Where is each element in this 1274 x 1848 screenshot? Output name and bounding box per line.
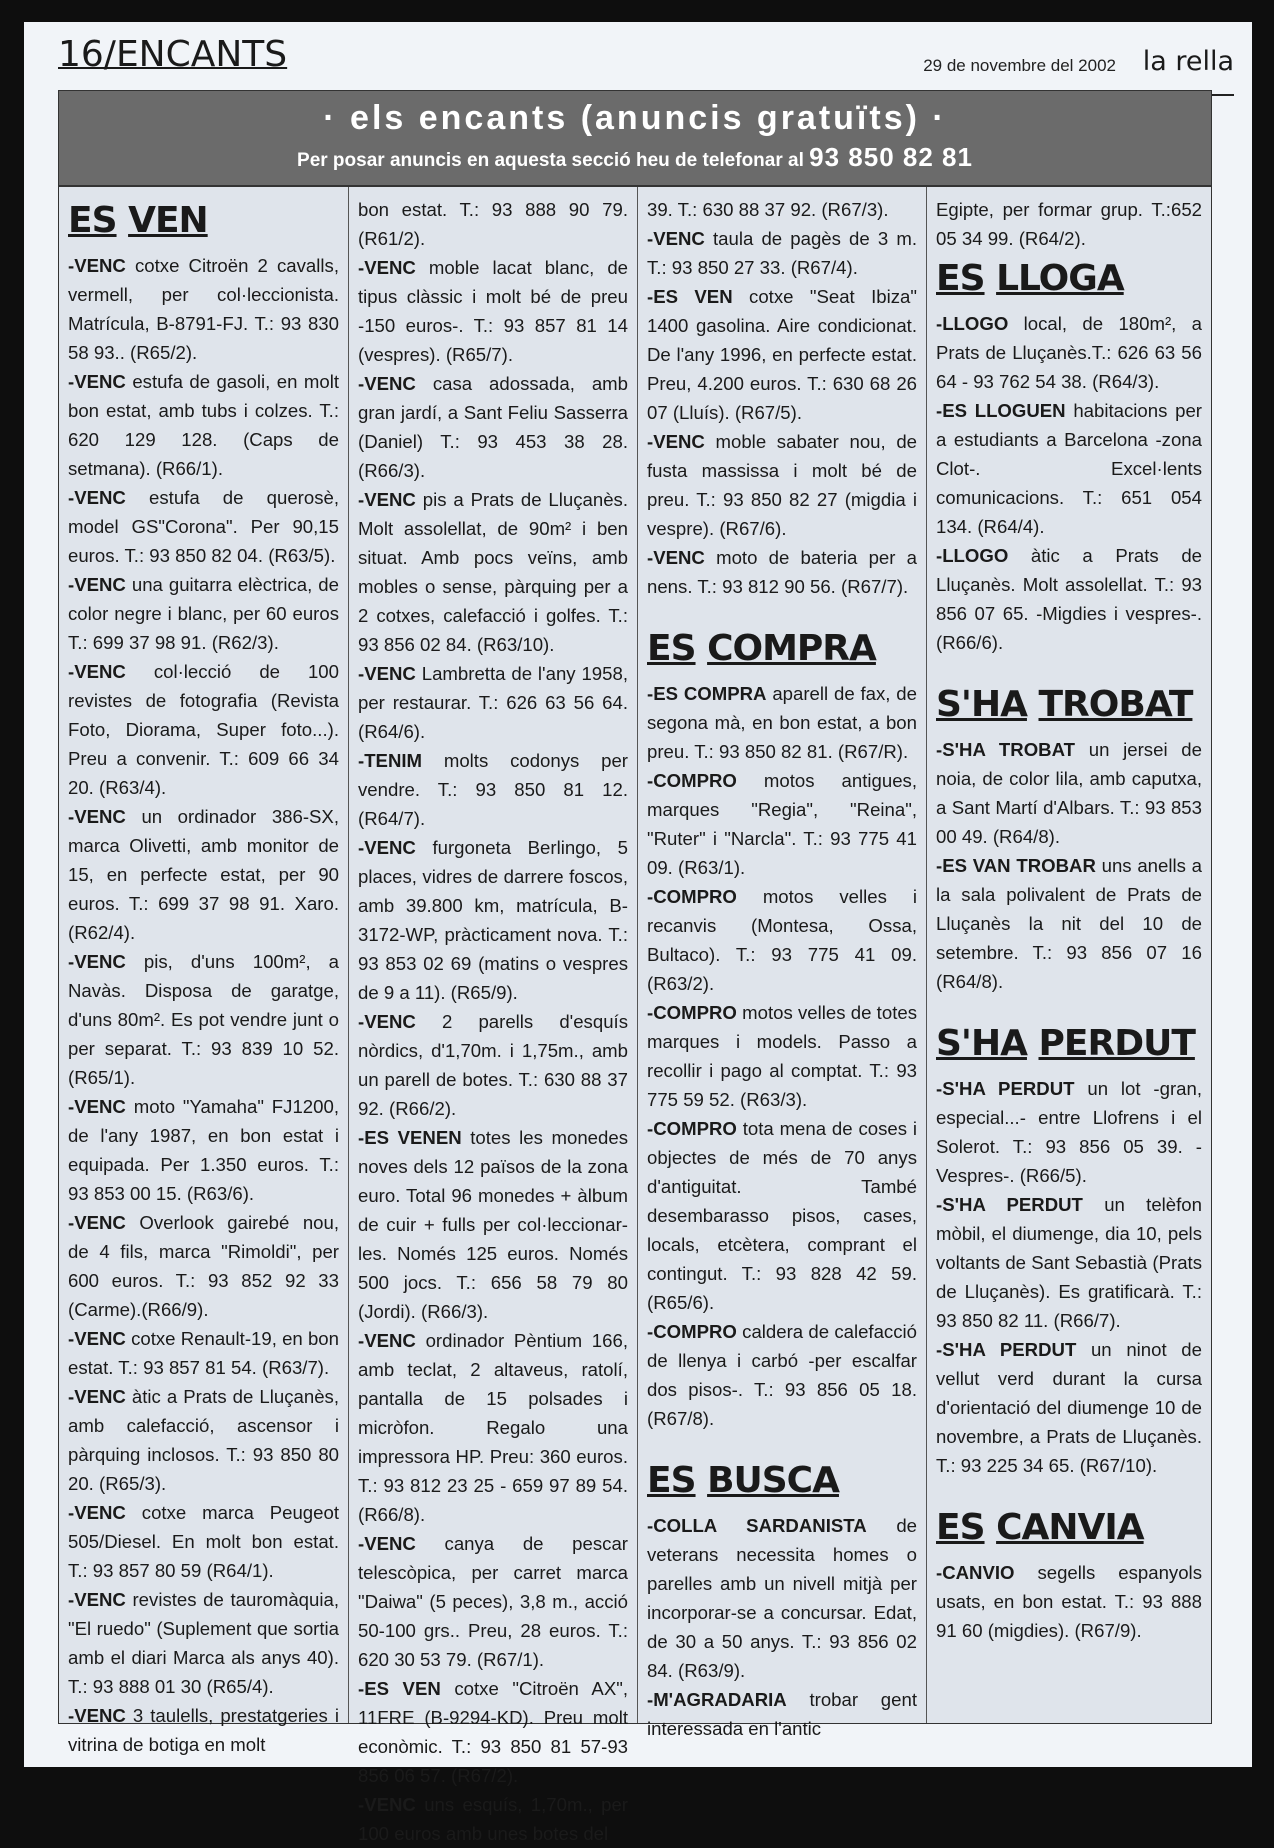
ad-keyword: -VENC (358, 837, 416, 858)
ad-keyword: -VENC (647, 431, 705, 452)
ad-keyword: -VENC (68, 951, 126, 972)
ad-text: un lot -gran, especial...- entre Llofrens i el Solerot. T.: 93 856 05 39. - Vespres-. (R66/5). (936, 1078, 1202, 1186)
section-heading (936, 1022, 1202, 1066)
ad-text: motos velles i recanvis (Montesa, Ossa, Bultaco). T.: 93 775 41 09.(R63/2). (647, 886, 917, 994)
ad-keyword: -ES VEN (358, 1678, 441, 1699)
ad-text: 39. T.: 630 88 37 92. (R67/3). (647, 199, 889, 220)
ad-keyword: -VENC (358, 1011, 416, 1032)
classified-ad (68, 483, 339, 570)
section-heading (647, 627, 917, 671)
classified-ad (358, 659, 628, 746)
section-heading (647, 1459, 917, 1503)
banner-phone: 93 850 82 81 (809, 142, 973, 172)
classified-ad (68, 1498, 339, 1585)
classified-ad (647, 1317, 917, 1433)
ad-keyword: -VENC (68, 1589, 126, 1610)
classified-ad (68, 1701, 339, 1759)
classified-ad (936, 396, 1202, 541)
ad-text: Overlook gairebé nou, de 4 fils, marca "Rimoldi", per 600 euros. T.: 93 852 92 33 (Carme).(R66/9). (68, 1212, 340, 1320)
ad-text: molts codonys per vendre. T.: 93 850 81 12. (R64/7). (358, 750, 628, 829)
section-title-text: 16/ENCANTS (58, 34, 288, 75)
classified-ad (358, 369, 628, 485)
classified-ad (68, 1324, 339, 1382)
classified-ad (68, 1092, 339, 1208)
banner-subtitle (59, 142, 1211, 173)
heading-word: ES (936, 1507, 985, 1548)
classified-ad (647, 282, 917, 427)
section-heading (936, 257, 1202, 301)
ad-keyword: -VENC (68, 1212, 126, 1233)
classifieds-body (58, 186, 1212, 1844)
ad-keyword: -VENC (68, 574, 126, 595)
classified-ad (68, 657, 339, 802)
ad-keyword: -VENC (68, 1386, 126, 1407)
classified-ad (647, 882, 917, 998)
ad-text: cotxe Citroën 2 cavalls, vermell, per col·leccionista. Matrícula, B-8791-FJ. T.: 93 830 58 93.. (R65/2). (68, 255, 339, 363)
ad-text: habitacions per a estudiants a Barcelona -zona Clot-. Excel·lents comunicacions. T.: 651 054 134. (R64/4). (936, 400, 1203, 537)
ad-keyword: -VENC (358, 1330, 416, 1351)
ad-text: 3 taulells, prestatgeries i vitrina de botiga en molt (68, 1705, 339, 1755)
publication-name: la rella (1142, 46, 1234, 77)
ad-text: segells espanyols usats, en bon estat. T.: 93 888 91 60 (migdies). (R67/9). (936, 1562, 1202, 1641)
classified-ad (647, 1114, 917, 1317)
classified-ad (68, 570, 339, 657)
section-title (58, 34, 287, 75)
ad-text: revistes de tauromàquia, "El ruedo" (Suplement que sortia amb el diari Marca als anys 40). T.: 93 888 01 30 (R65/4). (68, 1589, 339, 1697)
ad-keyword: -VENC (358, 257, 416, 278)
ad-text: Lambretta de l'any 1958, per restaurar. T.: 626 63 56 64. (R64/6). (358, 663, 628, 742)
column-4 (926, 187, 1211, 1723)
classified-ad (68, 251, 339, 367)
section-spacer (936, 996, 1202, 1018)
ad-text: moto de bateria per a nens. T.: 93 812 90 56. (R67/7). (647, 547, 918, 597)
section-heading (936, 683, 1202, 727)
ad-keyword: -COMPRO (647, 886, 737, 907)
ad-text: ordinador Pèntium 166, amb teclat, 2 altaveus, ratolí, pantalla de 15 polsades i micròfon. Regalo una impressora HP. Preu: 360 euros. T.: 93 812 23 25 - 659 97 89 54. (R66/8). (358, 1330, 628, 1525)
heading-word: CANVIA (996, 1507, 1144, 1548)
classified-ad (68, 947, 339, 1092)
ad-text: un jersei de noia, de color lila, amb caputxa, a Sant Martí d'Albars. T.: 93 853 00 49. (R64/8). (936, 739, 1202, 847)
ad-keyword: -S'HA PERDUT (936, 1339, 1077, 1360)
ad-text: cotxe marca Peugeot 505/Diesel. En molt bon estat. T.: 93 857 80 59 (R64/1). (68, 1502, 339, 1581)
heading-word: S'HA (936, 684, 1027, 725)
ad-keyword: -ES VENEN (358, 1127, 462, 1148)
ad-keyword: -VENC (358, 1533, 416, 1554)
heading-word: ES (68, 200, 117, 241)
ad-keyword: -VENC (68, 1096, 126, 1117)
ad-text: moble lacat blanc, de tipus clàssic i molt bé de preu -150 euros-. T.: 93 857 81 14 (vespres). (R65/7). (358, 257, 628, 365)
ad-keyword: -COMPRO (647, 1002, 737, 1023)
ad-text: Egipte, per formar grup. T.:652 05 34 99. (R64/2). (936, 199, 1202, 249)
ad-text: cotxe "Seat Ibiza" 1400 gasolina. Aire condicionat. De l'any 1996, en perfecte estat. Preu, 4.200 euros. T.: 630 68 26 07 (Lluís). (R67/5). (647, 286, 917, 423)
ad-text: tota mena de coses i objectes de més de 70 anys d'antiguitat. També desembarasso pisos, cases, locals, etcètera, comprant el contingut. T.: 93 828 42 59. (R65/6). (647, 1118, 917, 1313)
classified-ad (68, 367, 339, 483)
classified-ad (358, 1790, 628, 1848)
ad-text: pis, d'uns 100m², a Navàs. Disposa de garatge, d'uns 80m². Es pot vendre junt o per separat. T.: 93 839 10 52. (R65/1). (68, 951, 339, 1088)
column-2 (348, 187, 637, 1844)
ad-text: canya de pescar telescòpica, per carret marca "Daiwa" (5 peces), 3,8 m., acció 50-100 grs.. Preu, 28 euros. T.: 620 30 53 79. (R67/1). (358, 1533, 628, 1670)
heading-word: ES (647, 1460, 696, 1501)
ad-keyword: -COLLA SARDANISTA (647, 1515, 867, 1536)
classified-ad (936, 541, 1202, 657)
classified-ad (358, 1674, 628, 1790)
section-spacer (647, 1433, 917, 1455)
classified-ad (358, 1529, 628, 1674)
ad-keyword: -LLOGO (936, 313, 1009, 334)
heading-word: LLOGA (996, 258, 1124, 299)
classified-ad (936, 735, 1202, 851)
ad-text: un ninot de vellut verd durant la cursa d'orientació del diumenge 10 de novembre, a Prats de Lluçanès. T.: 93 225 34 65. (R67/10). (936, 1339, 1202, 1476)
ad-text: totes les monedes noves dels 12 països de la zona euro. Total 96 monedes + àlbum de cuir + fulls per col·leccionar-les. Només 125 euros. Només 500 jocs. T.: 656 58 79 80 (Jordi). (R66/3). (358, 1127, 628, 1322)
column-1 (59, 187, 348, 1755)
ad-keyword: -S'HA PERDUT (936, 1078, 1075, 1099)
section-spacer (936, 1480, 1202, 1502)
heading-word: TROBAT (1038, 684, 1193, 725)
ad-keyword: -VENC (358, 373, 416, 394)
banner-subtitle-text: Per posar anuncis en aquesta secció heu de telefonar al (297, 150, 804, 171)
section-spacer (647, 601, 917, 623)
classified-ad (647, 224, 917, 282)
classified-ad (936, 1074, 1202, 1190)
ad-keyword: -CANVIO (936, 1562, 1015, 1583)
ad-keyword: -VENC (68, 1705, 126, 1726)
ad-text: una guitarra elèctrica, de color negre i blanc, per 60 euros T.: 699 37 98 91. (R62/3). (68, 574, 339, 653)
ad-keyword: -ES VAN TROBAR (936, 855, 1096, 876)
ad-keyword: -VENC (358, 1794, 416, 1815)
classified-ad (358, 1326, 628, 1529)
ad-keyword: -VENC (68, 806, 126, 827)
heading-word: VEN (128, 200, 208, 241)
classified-ad (358, 253, 628, 369)
ad-keyword: -VENC (68, 1502, 126, 1523)
ad-keyword: -COMPRO (647, 770, 737, 791)
classified-ad (936, 1558, 1202, 1645)
classified-ad (647, 195, 917, 224)
heading-word: ES (936, 258, 985, 299)
classified-ad (647, 998, 917, 1114)
ad-text: àtic a Prats de Lluçanès. Molt assolellat. T.: 93 856 07 65. -Migdies i vespres-. (R66/6). (936, 545, 1202, 653)
ad-text: furgoneta Berlingo, 5 places, vidres de darrere foscos, amb 39.800 km, matrícula, B-3172-WP, pràcticament nova. T.: 93 853 02 69 (matins o vespres de 9 a 11). (R65/9). (358, 837, 628, 1003)
heading-word: ES (647, 628, 696, 669)
classified-ad (358, 833, 628, 1007)
classified-ad (936, 851, 1202, 996)
ad-keyword: -COMPRO (647, 1321, 737, 1342)
ad-text: àtic a Prats de Lluçanès, amb calefacció, ascensor i pàrquing inclosos. T.: 93 850 80 20. (R65/3). (68, 1386, 339, 1494)
classified-ad (68, 802, 339, 947)
ad-keyword: -ES VEN (647, 286, 733, 307)
ad-keyword: -TENIM (358, 750, 423, 771)
ad-text: cotxe Renault-19, en bon estat. T.: 93 857 81 54. (R63/7). (68, 1328, 339, 1378)
classifieds-banner (58, 90, 1212, 186)
ad-keyword: -VENC (68, 661, 126, 682)
classified-ad (647, 543, 917, 601)
classified-ad (936, 1335, 1202, 1480)
ad-text: cotxe "Citroën AX", 11FRE (B-9294-KD). Preu molt econòmic. T.: 93 850 81 57-93 856 06 57. (R67/2). (358, 1678, 628, 1786)
classified-ad (936, 309, 1202, 396)
publication-date: 29 de novembre del 2002 (923, 56, 1116, 75)
banner-title: · els encants (anuncis gratuïts) · (323, 99, 947, 137)
classified-ad (68, 1382, 339, 1498)
classified-ad (358, 485, 628, 659)
classified-ad (68, 1585, 339, 1701)
classified-ad (936, 195, 1202, 253)
ad-keyword: -S'HA PERDUT (936, 1194, 1083, 1215)
classified-ad (358, 1123, 628, 1326)
heading-word: BUSCA (707, 1460, 839, 1501)
ad-text: casa adossada, amb gran jardí, a Sant Feliu Sasserra (Daniel) T.: 93 453 38 28. (R66/3). (358, 373, 628, 481)
ad-text: de veterans necessita homes o parelles amb un nivell mitjà per incorporar-se a concursar. Edat, de 30 a 50 anys. T.: 93 856 02 84. (R63/9). (647, 1515, 918, 1681)
classified-ad (647, 679, 917, 766)
ad-keyword: -VENC (358, 663, 416, 684)
ad-keyword: -M'AGRADARIA (647, 1689, 787, 1710)
ad-keyword: -VENC (647, 547, 705, 568)
page-header (58, 32, 1234, 96)
ad-text: moble sabater nou, de fusta massissa i molt bé de preu. T.: 93 850 82 27 (migdia i vespre). (R67/6). (647, 431, 917, 539)
classified-ad (936, 1190, 1202, 1335)
ad-keyword: -COMPRO (647, 1118, 737, 1139)
ad-keyword: -S'HA TROBAT (936, 739, 1075, 760)
ad-text: moto "Yamaha" FJ1200, de l'any 1987, en bon estat i equipada. Per 1.350 euros. T.: 93 853 00 15. (R63/6). (68, 1096, 339, 1204)
ad-keyword: -VENC (68, 487, 126, 508)
heading-word: COMPRA (707, 628, 876, 669)
classified-ad (647, 427, 917, 543)
ad-keyword: -LLOGO (936, 545, 1009, 566)
ad-keyword: -VENC (68, 1328, 126, 1349)
ad-keyword: -ES LLOGUEN (936, 400, 1066, 421)
heading-word: PERDUT (1038, 1023, 1195, 1064)
ad-text: col·lecció de 100 revistes de fotografia (Revista Foto, Diorama, Super foto...). Preu a convenir. T.: 609 66 34 20. (R63/4). (68, 661, 339, 798)
classified-ad (647, 1685, 917, 1743)
ad-text: 2 parells d'esquís nòrdics, d'1,70m. i 1,75m., amb un parell de botes. T.: 630 88 37 92. (R66/2). (358, 1011, 628, 1119)
ad-keyword: -VENC (68, 255, 126, 276)
classified-ad (358, 1007, 628, 1123)
ad-text: estufa de querosè, model GS"Corona". Per 90,15 euros. T.: 93 850 82 04. (R63/5). (68, 487, 339, 566)
ad-text: local, de 180m², a Prats de Lluçanès.T.: 626 63 56 64 - 93 762 54 38. (R64/3). (936, 313, 1203, 392)
classified-ad (358, 746, 628, 833)
ad-text: bon estat. T.: 93 888 90 79. (R61/2). (358, 199, 628, 249)
ad-text: pis a Prats de Lluçanès. Molt assolellat, de 90m² i ben situat. Amb pocs veïns, amb mobles o sense, pàrquing per a 2 cotxes, calefacció i golfes. T.: 93 856 02 84. (R63/10). (358, 489, 628, 655)
ad-text: estufa de gasoli, en molt bon estat, amb tubs i colzes. T.: 620 129 128. (Caps de setmana). (R66/1). (68, 371, 339, 479)
section-spacer (936, 657, 1202, 679)
ad-text: un ordinador 386-SX, marca Olivetti, amb monitor de 15, en perfecte estat, per 90 euros. T.: 699 37 98 91. Xaro. (R62/4). (68, 806, 339, 943)
ad-keyword: -VENC (647, 228, 705, 249)
column-3 (637, 187, 926, 1739)
ad-text: uns anells a la sala polivalent de Prats de Lluçanès la nit del 10 de setembre. T.: 93 856 07 16 (R64/8). (936, 855, 1202, 992)
ad-text: trobar gent interessada en l'antic (647, 1689, 917, 1739)
classified-ad (647, 766, 917, 882)
ad-text: motos antigues, marques "Regia", "Reina", "Ruter" i "Narcla". T.: 93 775 41 09. (R63/1). (647, 770, 917, 878)
ad-text: taula de pagès de 3 m. T.: 93 850 27 33. (R67/4). (647, 228, 918, 278)
section-heading (936, 1506, 1202, 1550)
classified-ad (68, 1208, 339, 1324)
heading-word: S'HA (936, 1023, 1027, 1064)
ad-text: caldera de calefacció de llenya i carbó -per escalfar dos pisos-. T.: 93 856 05 18. (R67/8). (647, 1321, 917, 1429)
ad-text: aparell de fax, de segona mà, en bon estat, a bon preu. T.: 93 850 82 81. (R67/R). (647, 683, 917, 762)
ad-keyword: -VENC (68, 371, 126, 392)
section-heading (68, 199, 339, 243)
ad-keyword: -ES COMPRA (647, 683, 767, 704)
ad-text: motos velles de totes marques i models. Passo a recollir i pago al comptat. T.: 93 775 59 52. (R63/3). (647, 1002, 917, 1110)
ad-keyword: -VENC (358, 489, 416, 510)
newspaper-page (24, 22, 1252, 1844)
ad-text: un telèfon mòbil, el diumenge, dia 10, pels voltants de Sant Sebastià (Prats de Lluçanès). Es gratificarà. T.: 93 850 82 11. (R66/7). (936, 1194, 1202, 1331)
classified-ad (647, 1511, 917, 1685)
ad-text: uns esquís, 1,70m., per 100 euros amb unes botes del (358, 1794, 629, 1844)
classified-ad (358, 195, 628, 253)
